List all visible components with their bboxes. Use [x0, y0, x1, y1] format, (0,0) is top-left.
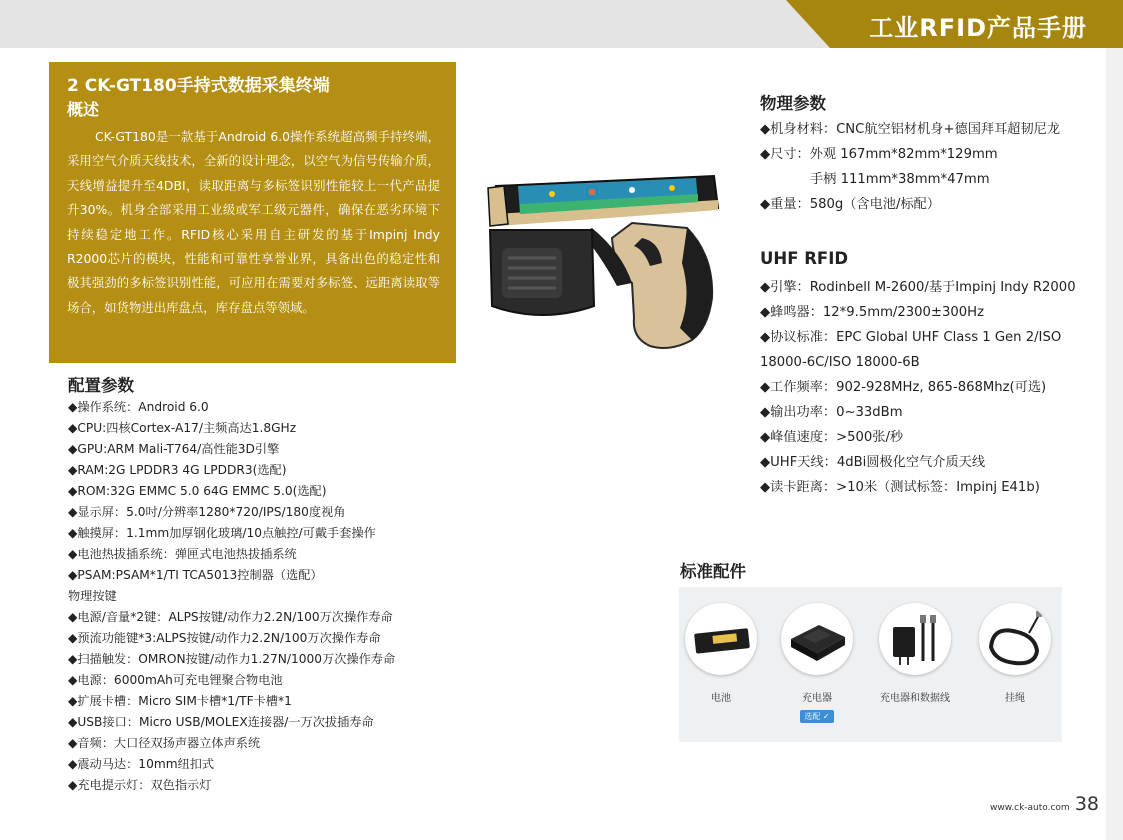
physical-title: 物理参数	[760, 94, 826, 113]
optional-tag: 选配 ✓	[800, 710, 833, 723]
config-item: ◆扫描触发：OMRON按键/动作力1.27N/1000万次操作寿命	[68, 652, 396, 666]
product-heading: 2 CK-GT180手持式数据采集终端	[67, 76, 330, 96]
config-title: 配置参数	[68, 376, 134, 395]
uhf-engine: ◆引擎：Rodinbell M-2600/基于Impinj Indy R2000	[760, 280, 1076, 295]
config-item: ◆触摸屏：1.1mm加厚钢化玻璃/10点触控/可戴手套操作	[68, 526, 376, 540]
page-edge-strip	[1106, 48, 1123, 840]
accessories-panel	[679, 587, 1062, 742]
uhf-speed: ◆峰值速度：>500张/秒	[760, 430, 904, 445]
config-item: ◆电源/音量*2键：ALPS按键/动作力2.2N/100万次操作寿命	[68, 610, 393, 624]
config-item: ◆充电提示灯：双色指示灯	[68, 778, 212, 792]
adapter-cable-icon	[879, 603, 951, 675]
config-item: ◆音频：大口径双扬声器立体声系统	[68, 736, 261, 750]
uhf-protocol: ◆协议标准：EPC Global UHF Class 1 Gen 2/ISO	[760, 330, 1062, 345]
page-footer	[990, 793, 1099, 815]
accessory-label: 电池	[711, 693, 731, 704]
uhf-distance: ◆读卡距离：>10米（测试标签：Impinj E41b)	[760, 480, 1040, 495]
header-banner	[786, 0, 1123, 48]
accessories-title: 标准配件	[680, 562, 746, 581]
physical-weight: ◆重量：580g（含电池/标配）	[760, 197, 941, 212]
accessory-adapter-cable	[879, 603, 951, 704]
config-item: ◆扩展卡槽：Micro SIM卡槽*1/TF卡槽*1	[68, 694, 292, 708]
overview-body	[67, 125, 440, 320]
uhf-title: UHF RFID	[760, 249, 849, 268]
page-number: 38	[1074, 793, 1099, 815]
config-item: ◆CPU:四核Cortex-A17/主频高达1.8GHz	[68, 421, 297, 435]
config-list	[68, 397, 395, 796]
battery-icon	[685, 603, 757, 675]
uhf-buzzer: ◆蜂鸣器：12*9.5mm/2300±300Hz	[760, 305, 984, 320]
accessory-charger	[781, 603, 853, 723]
config-item: ◆电源：6000mAh可充电锂聚合物电池	[68, 673, 283, 687]
device-image	[482, 168, 734, 358]
footer-url: www.ck-auto.com	[990, 803, 1070, 813]
config-item: ◆GPU:ARM Mali-T764/高性能3D引擎	[68, 442, 280, 456]
accessory-label: 挂绳	[1005, 693, 1025, 704]
uhf-antenna: ◆UHF天线：4dBi圆极化空气介质天线	[760, 455, 986, 470]
uhf-list	[760, 275, 1076, 500]
physical-size-outer: ◆尺寸：外观 167mm*82mm*129mm	[760, 147, 998, 162]
charger-icon	[781, 603, 853, 675]
lanyard-icon	[979, 603, 1051, 675]
accessory-label: 充电器	[802, 693, 832, 704]
accessory-battery	[685, 603, 757, 704]
config-item: ◆预流功能键*3:ALPS按键/动作力2.2N/100万次操作寿命	[68, 631, 381, 645]
physical-size-handle: 手柄 111mm*38mm*47mm	[810, 172, 990, 187]
config-item: ◆ROM:32G EMMC 5.0 64G EMMC 5.0(选配)	[68, 484, 327, 498]
accessory-lanyard	[979, 603, 1051, 704]
config-item: ◆操作系统：Android 6.0	[68, 400, 209, 414]
config-item: ◆PSAM:PSAM*1/TI TCA5013控制器（选配）	[68, 568, 323, 582]
uhf-protocol-cont: 18000-6C/ISO 18000-6B	[760, 355, 920, 370]
overview-box	[49, 62, 456, 363]
uhf-power: ◆输出功率：0~33dBm	[760, 405, 903, 420]
config-item: ◆震动马达：10mm纽扣式	[68, 757, 215, 771]
config-item: ◆电池热拔插系统：弹匣式电池热拔插系统	[68, 547, 297, 561]
physical-list	[760, 117, 1060, 217]
banner-title: 工业RFID产品手册	[869, 14, 1087, 42]
uhf-frequency: ◆工作频率：902-928MHz, 865-868Mhz(可选)	[760, 380, 1047, 395]
config-item: ◆显示屏：5.0吋/分辨率1280*720/IPS/180度视角	[68, 505, 346, 519]
config-item: ◆RAM:2G LPDDR3 4G LPDDR3(选配)	[68, 463, 287, 477]
accessory-label: 充电器和数据线	[880, 693, 950, 704]
config-item: ◆USB接口：Micro USB/MOLEX连接器/一万次拔插寿命	[68, 715, 374, 729]
config-subheading: 物理按键	[68, 589, 117, 603]
physical-material: ◆机身材料：CNC航空铝材机身+德国拜耳超韧尼龙	[760, 122, 1061, 137]
overview-subheading: 概述	[67, 100, 100, 119]
overview-text: CK-GT180是一款基于Android 6.0操作系统超高频手持终端，采用空气介质天线技术，全新的设计理念，以空气为信号传输介质，天线增益提升至4DBI，读取距离与多标签识别性能较上一代产品提升30%。机身全部采用工业级或军工级元器件，确保在恶劣环境下持续稳定地工作。RFID核心采用自主研发的基于Impinj Indy R2000芯片的模块，性能和可靠性享誉业界，具备出色的稳定性和极其强劲的多标签识别性能，可应用在需要对多标签、远距离读取等场合，如货物进出库盘点，库存盘点等领域。	[67, 129, 440, 315]
handheld-terminal-icon	[482, 168, 734, 358]
